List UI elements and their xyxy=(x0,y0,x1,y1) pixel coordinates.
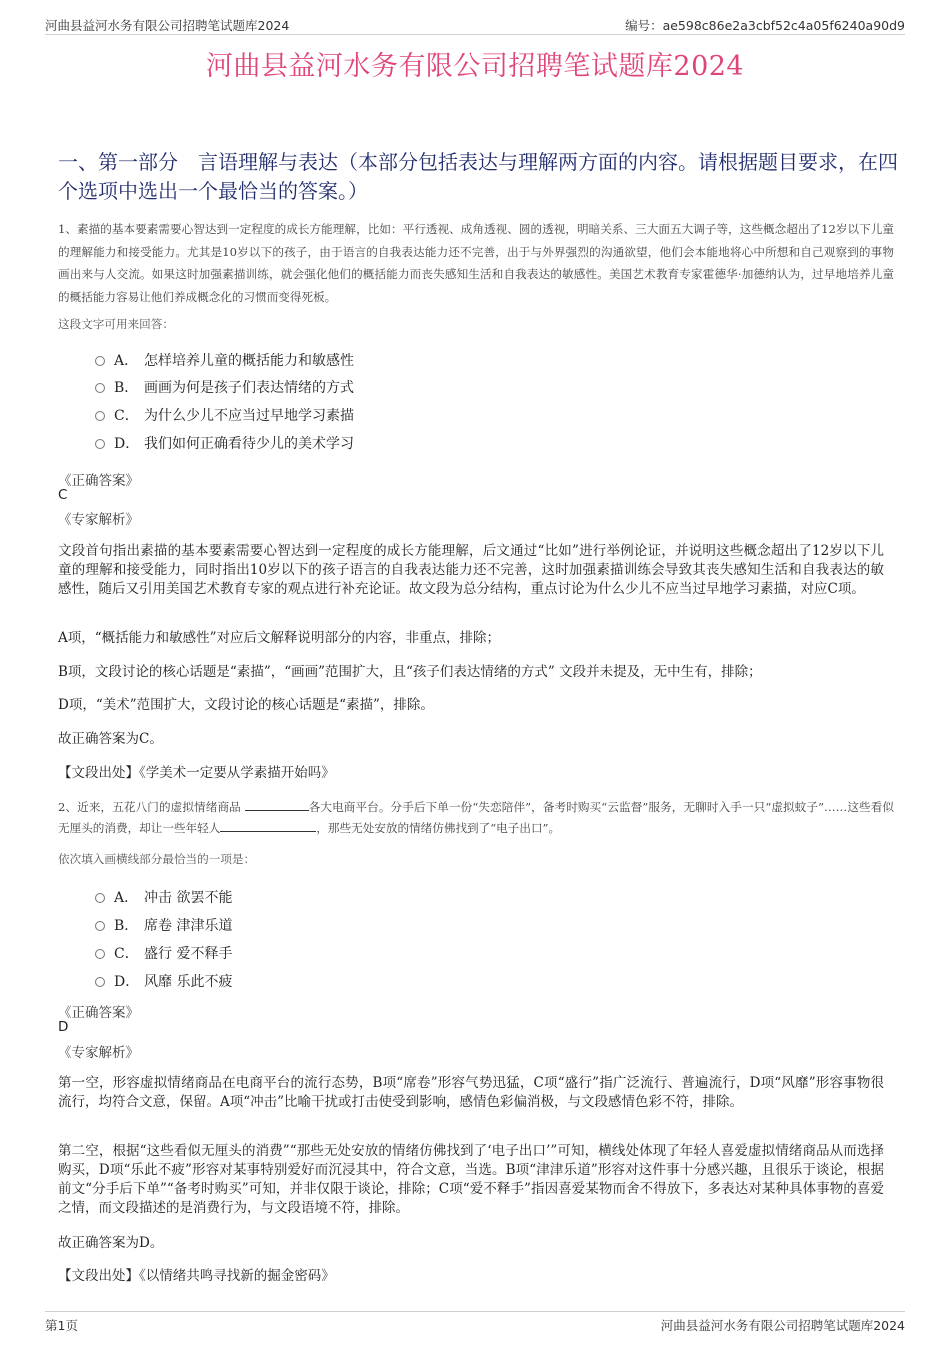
radio-icon[interactable] xyxy=(95,893,105,903)
q2-option-a[interactable]: A． 冲击 欲罢不能 xyxy=(95,887,232,909)
page-header xyxy=(45,14,905,35)
radio-icon[interactable] xyxy=(95,921,105,931)
q2-conclusion: 故正确答案为D。 xyxy=(58,1235,164,1251)
radio-icon[interactable] xyxy=(95,356,105,366)
q2-blank-1[interactable] xyxy=(245,798,309,811)
radio-icon[interactable] xyxy=(95,383,105,393)
footer-doc-title: 河曲县益河水务有限公司招聘笔试题库2024 xyxy=(660,1318,905,1333)
page-title: 河曲县益河水务有限公司招聘笔试题库2024 xyxy=(205,51,745,82)
q2-option-b[interactable]: B． 席卷 津津乐道 xyxy=(95,915,232,937)
q1-prompt: 这段文字可用来回答： xyxy=(58,317,174,331)
q2-option-d[interactable]: D． 风靡 乐此不疲 xyxy=(95,971,232,993)
q2-analysis-label: 《专家解析》 xyxy=(58,1045,139,1061)
radio-icon[interactable] xyxy=(95,977,105,987)
q1-analysis-b: B项，文段讨论的核心话题是“素描”，“画画”范围扩大，且“孩子们表达情绪的方式” 文段并未提及，无中生有，排除； xyxy=(58,664,762,680)
header-doc-title: 河曲县益河水务有限公司招聘笔试题库2024 xyxy=(45,18,290,33)
q1-analysis-label: 《专家解析》 xyxy=(58,512,139,528)
q2-passage: 2、近来，五花八门的虚拟情绪商品 各大电商平台。分手后下单一份“失恋陪伴”，备考时购买“云监督”服务，无聊时入手一只“虚拟蚊子”……这些看似无厘头的消费，却让一些年轻人 ，那些无处安放的情绪仿佛找到了“电子出口”。 xyxy=(58,800,894,835)
radio-icon[interactable] xyxy=(95,949,105,959)
q1-option-a[interactable]: A． 怎样培养儿童的概括能力和敏感性 xyxy=(95,350,354,372)
q2-analysis-blank-2: 第二空，根据“这些看似无厘头的消费”“那些无处安放的情绪仿佛找到了‘电子出口’”可知，横线处体现了年轻人喜爱虚拟情绪商品从而选择购买，D项“乐此不疲”形容对某事特别爱好而沉浸其中，符合文意，当选。B项“津津乐道”形容对这件事十分感兴趣，且很乐于谈论，根据前文“分手后下单”“备考时购买”可知，并非仅限于谈论，排除；C项“爱不释手”指因喜爱某物而舍不得放下，多表达对某种具体事物的喜爱之情，而文段描述的是消费行为，与文段语境不符，排除。 xyxy=(58,1143,884,1216)
q2-prompt: 依次填入画横线部分最恰当的一项是： xyxy=(58,852,256,866)
q2-source: 【文段出处】《以情绪共鸣寻找新的掘金密码》 xyxy=(58,1268,335,1284)
q1-source: 【文段出处】《学美术一定要从学素描开始吗》 xyxy=(58,765,335,781)
q1-conclusion: 故正确答案为C。 xyxy=(58,731,163,747)
q1-option-b[interactable]: B． 画画为何是孩子们表达情绪的方式 xyxy=(95,377,354,399)
q1-analysis-d: D项，“美术”范围扩大，文段讨论的核心话题是“素描”，排除。 xyxy=(58,697,434,713)
page-footer xyxy=(45,1311,905,1334)
q1-passage: 1、素描的基本要素需要心智达到一定程度的成长方能理解，比如：平行透视、成角透视、圆的透视，明暗关系、三大面五大调子等，这些概念超出了12岁以下儿童的理解能力和接受能力。尤其是10岁以下的孩子，由于语言的自我表达能力还不完善，出于与外界强烈的沟通欲望，他们会本能地将心中所想和自己观察到的事物画出来与人交流。如果这时加强素描训练，就会强化他们的概括能力而丧失感知生活和自我表达的敏感性。美国艺术教育专家霍德华·加德纳认为，过早地培养儿童的概括能力容易让他们养成概念化的习惯而变得死板。 xyxy=(58,222,894,304)
q2-blank-2[interactable] xyxy=(220,819,316,832)
q2-analysis-blank-1: 第一空，形容虚拟情绪商品在电商平台的流行态势，B项“席卷”形容气势迅猛，C项“盛行”指广泛流行、普遍流行，D项“风靡”形容事物很流行，均符合文意，保留。A项“冲击”比喻干扰或打击使受到影响，感情色彩偏消极，与文段感情色彩不符，排除。 xyxy=(58,1075,884,1110)
q1-answer-label: 《正确答案》 xyxy=(58,473,139,489)
q1-option-d[interactable]: D． 我们如何正确看待少儿的美术学习 xyxy=(95,433,354,455)
header-doc-id: 编号：ae598c86e2a3cbf52c4a05f6240a90d9 xyxy=(625,18,905,33)
q2-answer-label: 《正确答案》 xyxy=(58,1005,139,1021)
q2-answer: D xyxy=(58,1019,69,1035)
q1-option-c[interactable]: C． 为什么少儿不应当过早地学习素描 xyxy=(95,405,354,427)
q1-analysis-a: A项，“概括能力和敏感性”对应后文解释说明部分的内容，非重点，排除； xyxy=(58,630,501,646)
page-number: 第1页 xyxy=(45,1318,78,1333)
q1-answer: C xyxy=(58,487,68,503)
radio-icon[interactable] xyxy=(95,439,105,449)
q2-option-c[interactable]: C． 盛行 爱不释手 xyxy=(95,943,232,965)
q1-analysis-main: 文段首句指出素描的基本要素需要心智达到一定程度的成长方能理解，后文通过“比如”进行举例论证，并说明这些概念超出了12岁以下儿童的理解和接受能力，同时指出10岁以下的孩子语言的自我表达能力还不完善，这时加强素描训练会导致其丧失感知生活和自我表达的敏感性，随后又引用美国艺术教育专家的观点进行补充论证。故文段为总分结构，重点讨论为什么少儿不应当过早地学习素描，对应C项。 xyxy=(58,543,884,597)
radio-icon[interactable] xyxy=(95,411,105,421)
section-heading: 一、第一部分 言语理解与表达（本部分包括表达与理解两方面的内容。请根据题目要求，在四个选项中选出一个最恰当的答案。） xyxy=(58,150,898,203)
